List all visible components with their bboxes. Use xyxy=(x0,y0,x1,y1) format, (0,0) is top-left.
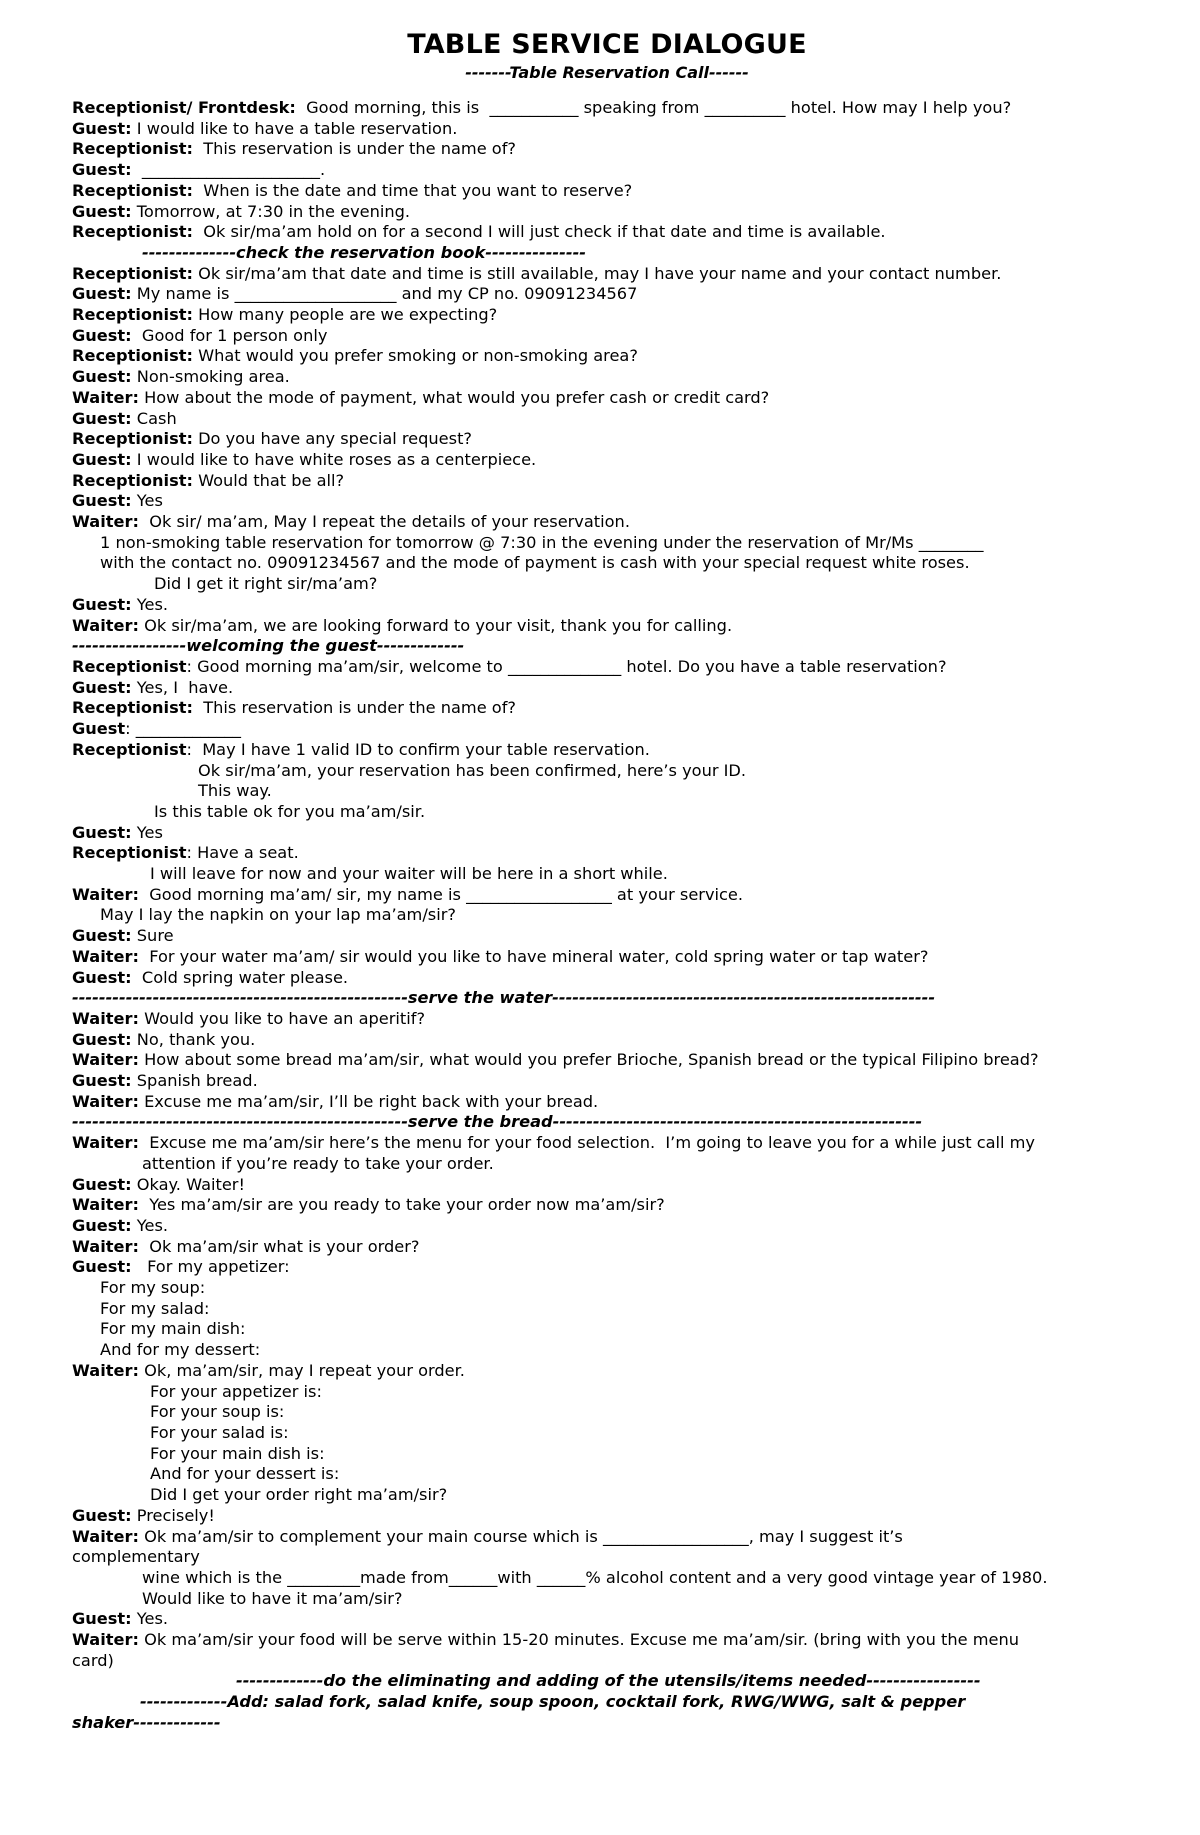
dialogue-line xyxy=(72,1630,1142,1651)
dialogue-line xyxy=(72,491,1142,512)
line-text: For my salad: xyxy=(100,1298,210,1318)
line-text: May I lay the napkin on your lap ma’am/sir? xyxy=(100,905,456,925)
speaker-label: Guest: xyxy=(72,1174,132,1194)
dialogue-line xyxy=(72,409,1142,430)
dialogue-line xyxy=(72,1195,1142,1216)
dialogue-line xyxy=(72,823,1142,844)
speaker-label: Waiter: xyxy=(72,1008,139,1028)
line-text: : May I have 1 valid ID to confirm your table reservation. xyxy=(186,739,650,759)
line-text: For your soup is: xyxy=(150,1402,285,1422)
line-text: Ok, ma’am/sir, may I repeat your order. xyxy=(138,1360,465,1380)
document-subtitle: -------Table Reservation Call------ xyxy=(465,63,749,82)
section-divider: shaker------------- xyxy=(72,1712,221,1732)
dialogue-line xyxy=(72,1216,1142,1237)
line-text: Tomorrow, at 7:30 in the evening. xyxy=(131,201,411,221)
dialogue-line xyxy=(72,181,1142,202)
dialogue-continuation xyxy=(72,574,1142,595)
line-text: Good for 1 person only xyxy=(131,325,328,345)
speaker-label: Receptionist/ Frontdesk: xyxy=(72,98,296,117)
line-text: Ok ma’am/sir your food will be serve within 15-20 minutes. Excuse me ma’am/sir. (bring with you the menu xyxy=(138,1630,1019,1650)
dialogue-line xyxy=(72,367,1142,388)
line-text: This way. xyxy=(198,781,272,801)
speaker-label: Guest: xyxy=(72,677,132,697)
dialogue-line xyxy=(72,968,1142,989)
line-text: For your water ma’am/ sir would you like to have mineral water, cold spring water or tap water? xyxy=(138,946,929,966)
dialogue-line xyxy=(72,595,1142,616)
dialogue-continuation xyxy=(72,1402,1142,1423)
line-text: And for your dessert is: xyxy=(150,1464,340,1484)
speaker-label: Guest: xyxy=(72,1071,132,1091)
dialogue-continuation xyxy=(72,1568,1142,1589)
speaker-label: Guest: xyxy=(72,967,132,987)
section-divider: -------------Add: salad fork, salad knife, soup spoon, cocktail fork, RWG/WWG, salt & pepper xyxy=(140,1692,966,1712)
line-text: attention if you’re ready to take your order. xyxy=(142,1153,494,1173)
dialogue-line xyxy=(72,512,1142,533)
line-text: wine which is the _________made from______with ______% alcohol content and a very good vintage year of 1980. xyxy=(142,1567,1048,1587)
line-text: Yes. xyxy=(131,1215,169,1235)
speaker-label: Guest: xyxy=(72,1215,132,1235)
document-title: TABLE SERVICE DIALOGUE xyxy=(407,29,807,60)
section-divider: --------------check the reservation book--------------- xyxy=(142,242,587,262)
dialogue-line xyxy=(72,1361,1142,1382)
line-text: : _____________ xyxy=(125,719,241,739)
dialogue-continuation xyxy=(72,1589,1142,1610)
dialogue-line xyxy=(72,119,1142,140)
dialogue-line xyxy=(72,98,1142,119)
dialogue-line xyxy=(72,1506,1142,1527)
line-text: Ok ma’am/sir what is your order? xyxy=(138,1236,420,1256)
line-text: Would that be all? xyxy=(192,470,345,490)
dialogue-line xyxy=(72,326,1142,347)
section-divider: -------------do the eliminating and adding of the utensils/items needed----------------- xyxy=(236,1671,981,1691)
line-text: Do you have any special request? xyxy=(192,429,473,449)
line-text: Ok sir/ma’am hold on for a second I will just check if that date and time is available. xyxy=(192,222,886,242)
line-text: Yes, I have. xyxy=(131,677,234,697)
speaker-label: Guest xyxy=(72,719,126,739)
dialogue-line xyxy=(72,429,1142,450)
speaker-label: Waiter: xyxy=(72,1360,139,1380)
dialogue-continuation xyxy=(72,761,1142,782)
line-text: Yes. xyxy=(131,594,169,614)
line-text: Cash xyxy=(131,408,177,428)
dialogue-line xyxy=(72,346,1142,367)
line-text: Yes. xyxy=(131,1609,169,1629)
dialogue-line xyxy=(72,160,1142,181)
dialogue-line xyxy=(72,305,1142,326)
dialogue-lines xyxy=(72,98,1142,1734)
dialogue-line xyxy=(72,284,1142,305)
line-text: Spanish bread. xyxy=(131,1071,258,1091)
dialogue-continuation xyxy=(72,1547,1142,1568)
dialogue-continuation xyxy=(72,1340,1142,1361)
line-text: Yes xyxy=(131,822,163,842)
speaker-label: Receptionist xyxy=(72,739,187,759)
speaker-label: Guest: xyxy=(72,408,132,428)
line-text: How about the mode of payment, what would you prefer cash or credit card? xyxy=(138,387,770,407)
dialogue-continuation xyxy=(72,781,1142,802)
line-text: No, thank you. xyxy=(131,1029,256,1049)
speaker-label: Receptionist: xyxy=(72,180,193,200)
speaker-label: Waiter: xyxy=(72,615,139,635)
line-text: For my appetizer: xyxy=(131,1257,290,1277)
dialogue-line xyxy=(72,926,1142,947)
dialogue-continuation xyxy=(72,1382,1142,1403)
dialogue-line xyxy=(72,1030,1142,1051)
line-text: : Good morning ma’am/sir, welcome to ______________ hotel. Do you have a table reservation? xyxy=(186,656,947,676)
line-text: I would like to have a table reservation. xyxy=(131,118,458,138)
dialogue-line xyxy=(72,678,1142,699)
section-divider: -----------------welcoming the guest------------- xyxy=(72,636,465,656)
line-text: And for my dessert: xyxy=(100,1340,261,1360)
speaker-label: Guest: xyxy=(72,325,132,345)
line-text: This reservation is under the name of? xyxy=(192,139,516,159)
line-text: My name is ____________________ and my CP no. 09091234567 xyxy=(131,284,638,304)
speaker-label: Receptionist: xyxy=(72,346,193,366)
dialogue-continuation xyxy=(72,1423,1142,1444)
dialogue-line xyxy=(72,885,1142,906)
line-text: Excuse me ma’am/sir here’s the menu for your food selection. I’m going to leave you for a while just call my xyxy=(138,1133,1035,1153)
dialogue-line xyxy=(72,1133,1142,1154)
speaker-label: Receptionist: xyxy=(72,305,193,325)
line-text: 1 non-smoking table reservation for tomorrow @ 7:30 in the evening under the reservation of Mr/Ms ________ xyxy=(100,532,984,552)
line-text: Okay. Waiter! xyxy=(131,1174,245,1194)
dialogue-line xyxy=(72,843,1142,864)
line-text: card) xyxy=(72,1650,114,1670)
dialogue-continuation xyxy=(72,905,1142,926)
line-text: For your salad is: xyxy=(150,1423,289,1442)
speaker-label: Guest: xyxy=(72,1505,132,1525)
dialogue-line xyxy=(72,1527,1142,1548)
line-text: Good morning ma’am/ sir, my name is __________________ at your service. xyxy=(138,884,744,904)
speaker-label: Waiter: xyxy=(72,884,139,904)
speaker-label: Waiter: xyxy=(72,1133,139,1153)
dialogue-continuation xyxy=(72,1278,1142,1299)
line-text: Did I get your order right ma’am/sir? xyxy=(150,1485,448,1505)
line-text: Yes xyxy=(131,491,163,511)
dialogue-line xyxy=(72,1237,1142,1258)
dialogue-line xyxy=(72,1175,1142,1196)
speaker-label: Guest: xyxy=(72,491,132,511)
speaker-label: Receptionist: xyxy=(72,139,193,159)
dialogue-continuation xyxy=(72,864,1142,885)
dialogue-continuation xyxy=(72,1485,1142,1506)
line-text: This reservation is under the name of? xyxy=(192,698,516,718)
speaker-label: Receptionist: xyxy=(72,470,193,490)
speaker-label: Receptionist: xyxy=(72,222,193,242)
speaker-label: Waiter: xyxy=(72,387,139,407)
dialogue-line xyxy=(72,1050,1142,1071)
line-text: Ok ma’am/sir to complement your main course which is __________________, may I suggest it’s xyxy=(138,1526,903,1546)
line-text: Would you like to have an aperitif? xyxy=(138,1008,426,1028)
dialogue-continuation xyxy=(72,802,1142,823)
dialogue-line xyxy=(72,264,1142,285)
line-text: Would like to have it ma’am/sir? xyxy=(142,1588,403,1608)
dialogue-line xyxy=(72,1071,1142,1092)
speaker-label: Waiter: xyxy=(72,946,139,966)
dialogue-continuation xyxy=(72,1464,1142,1485)
line-text: Ok sir/ma’am, we are looking forward to your visit, thank you for calling. xyxy=(138,615,733,635)
dialogue-line xyxy=(72,1009,1142,1030)
speaker-label: Waiter: xyxy=(72,1630,139,1650)
dialogue-line xyxy=(72,450,1142,471)
line-text: For my soup: xyxy=(100,1278,206,1298)
speaker-label: Guest: xyxy=(72,118,132,138)
speaker-label: Receptionist: xyxy=(72,429,193,449)
speaker-label: Waiter: xyxy=(72,512,139,532)
section-divider: --------------------------------------------------serve the water--------------------------------------------------------- xyxy=(72,988,936,1008)
dialogue-line xyxy=(72,616,1142,637)
speaker-label: Receptionist xyxy=(72,843,187,863)
dialogue-continuation xyxy=(72,1444,1142,1465)
speaker-label: Guest: xyxy=(72,1609,132,1629)
line-text: Non-smoking area. xyxy=(131,367,290,387)
line-text: Cold spring water please. xyxy=(131,967,349,987)
speaker-label: Guest: xyxy=(72,367,132,387)
line-text: Did I get it right sir/ma’am? xyxy=(154,574,378,594)
speaker-label: Receptionist: xyxy=(72,263,193,283)
line-text: When is the date and time that you want to reserve? xyxy=(192,180,633,200)
speaker-label: Receptionist: xyxy=(72,698,193,718)
line-text: complementary xyxy=(72,1547,200,1567)
line-text: I would like to have white roses as a centerpiece. xyxy=(131,449,537,469)
dialogue-continuation xyxy=(72,1651,1142,1672)
speaker-label: Guest: xyxy=(72,449,132,469)
speaker-label: Waiter: xyxy=(72,1091,139,1111)
speaker-label: Guest: xyxy=(72,1257,132,1277)
line-text: Yes ma’am/sir are you ready to take your order now ma’am/sir? xyxy=(138,1195,665,1215)
dialogue-line xyxy=(72,698,1142,719)
dialogue-line xyxy=(72,202,1142,223)
line-text: Sure xyxy=(131,926,174,946)
dialogue-line xyxy=(72,139,1142,160)
line-text: How many people are we expecting? xyxy=(192,305,498,325)
dialogue-line xyxy=(72,719,1142,740)
speaker-label: Waiter: xyxy=(72,1236,139,1256)
dialogue-line xyxy=(72,388,1142,409)
dialogue-continuation xyxy=(72,1154,1142,1175)
speaker-label: Guest: xyxy=(72,201,132,221)
speaker-label: Guest: xyxy=(72,926,132,946)
dialogue-line xyxy=(72,1609,1142,1630)
speaker-label: Waiter: xyxy=(72,1050,139,1070)
line-text: Excuse me ma’am/sir, I’ll be right back with your bread. xyxy=(138,1091,599,1111)
speaker-label: Waiter: xyxy=(72,1526,139,1546)
line-text: For your appetizer is: xyxy=(150,1381,322,1401)
speaker-label: Guest: xyxy=(72,822,132,842)
line-text: Ok sir/ma’am, your reservation has been confirmed, here’s your ID. xyxy=(198,760,747,780)
line-text: For my main dish: xyxy=(100,1319,246,1339)
dialogue-line xyxy=(72,1257,1142,1278)
dialogue-continuation xyxy=(72,553,1142,574)
line-text: Ok sir/ ma’am, May I repeat the details of your reservation. xyxy=(138,512,630,532)
line-text: Is this table ok for you ma’am/sir. xyxy=(154,801,426,821)
dialogue-continuation xyxy=(72,1319,1142,1340)
line-text: For your main dish is: xyxy=(150,1443,325,1463)
line-text: I will leave for now and your waiter will be here in a short while. xyxy=(150,864,668,884)
line-text: with the contact no. 09091234567 and the mode of payment is cash with your special request white roses. xyxy=(100,553,970,573)
dialogue-continuation xyxy=(72,533,1142,554)
speaker-label: Guest: xyxy=(72,160,132,180)
line-text: What would you prefer smoking or non-smoking area? xyxy=(192,346,638,366)
dialogue-line xyxy=(72,471,1142,492)
line-text: ______________________. xyxy=(131,160,326,180)
dialogue-continuation xyxy=(72,1299,1142,1320)
dialogue-line xyxy=(72,657,1142,678)
line-text: Ok sir/ma’am that date and time is still available, may I have your name and your contact number. xyxy=(192,263,1002,283)
speaker-label: Guest: xyxy=(72,594,132,614)
dialogue-line xyxy=(72,947,1142,968)
line-text: Good morning, this is ___________ speaking from __________ hotel. How may I help you? xyxy=(295,98,1012,117)
section-divider: --------------------------------------------------serve the bread------------------------------------------------------- xyxy=(72,1112,923,1132)
line-text: Precisely! xyxy=(131,1505,215,1525)
speaker-label: Receptionist xyxy=(72,656,187,676)
speaker-label: Waiter: xyxy=(72,1195,139,1215)
dialogue-line xyxy=(72,1092,1142,1113)
line-text: How about some bread ma’am/sir, what would you prefer Brioche, Spanish bread or the typical Filipino bread? xyxy=(138,1050,1039,1070)
line-text: : Have a seat. xyxy=(186,843,299,863)
speaker-label: Guest: xyxy=(72,284,132,304)
speaker-label: Guest: xyxy=(72,1029,132,1049)
dialogue-line xyxy=(72,740,1142,761)
dialogue-line xyxy=(72,222,1142,243)
